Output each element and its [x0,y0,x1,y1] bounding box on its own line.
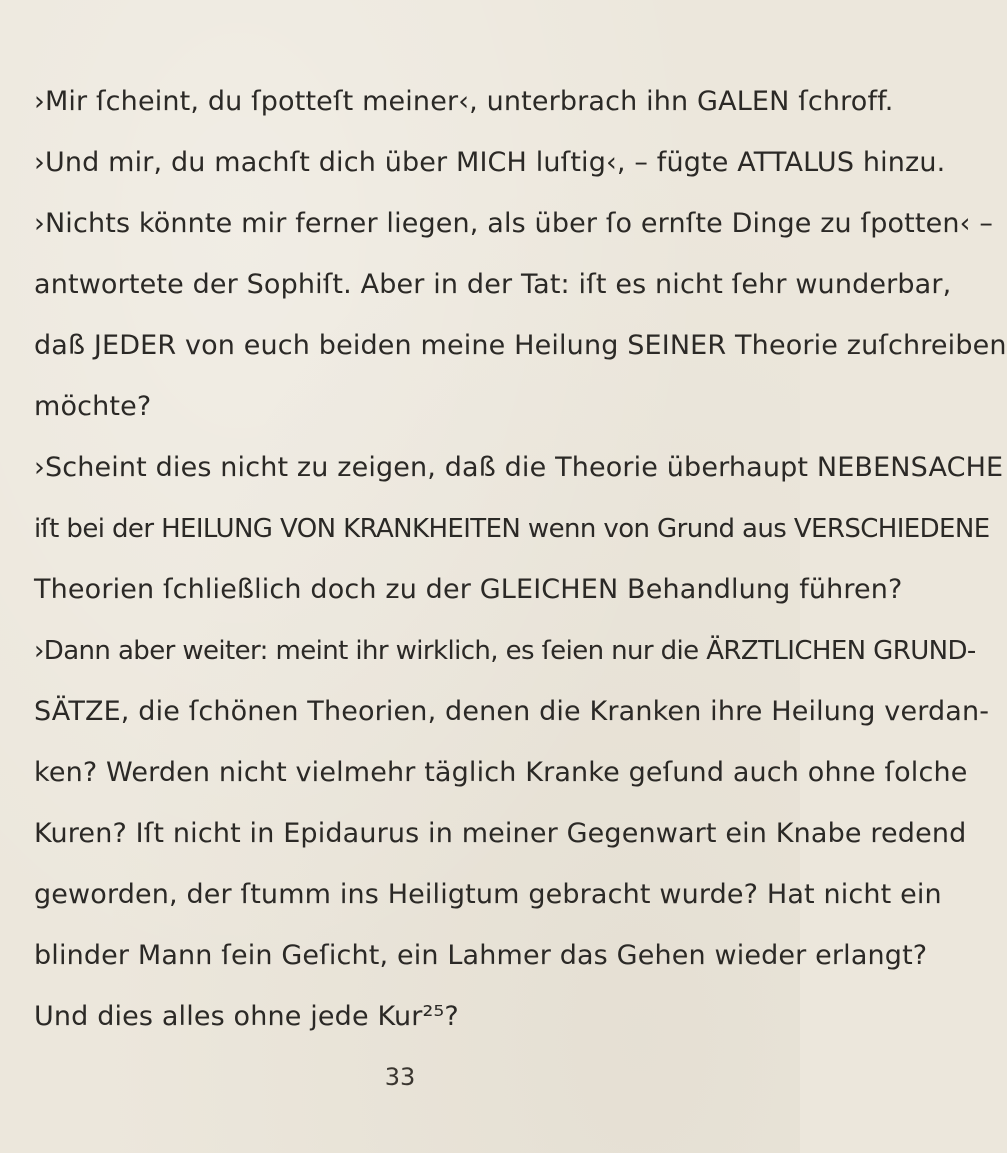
page-number: 33 [384,1063,416,1091]
text-line-8: iſt bei der HEILUNG VON KRANKHEITEN wenn von Grund aus VERSCHIEDENE [34,514,990,544]
text-line-5: daß JEDER von euch beiden meine Heilung SEINER Theorie zuſchreiben [34,330,1007,361]
text-line-4: antwortete der Sophiſt. Aber in der Tat: iſt es nicht ſehr wunderbar, [34,269,952,300]
text-line-12: ken? Werden nicht vielmehr täglich Kranke geſund auch ohne ſolche [34,757,968,788]
text-line-15: blinder Mann ſein Geſicht, ein Lahmer das Gehen wieder erlangt? [34,940,928,971]
text-line-6: möchte? [34,391,152,422]
text-line-13: Kuren? Iſt nicht in Epidaurus in meiner Gegenwart ein Knabe redend [34,818,967,849]
text-line-16: Und dies alles ohne jede Kur²⁵? [34,1001,459,1032]
text-line-14: geworden, der ſtumm ins Heiligtum gebracht wurde? Hat nicht ein [34,879,942,910]
text-line-1: ›Mir ſcheint, du ſpotteſt meiner‹, unterbrach ihn GALEN ſchroff. [34,86,894,117]
text-line-2: ›Und mir, du machſt dich über MICH luſtig‹, – fügte ATTALUS hinzu. [34,147,946,178]
text-line-7: ›Scheint dies nicht zu zeigen, daß die Theorie überhaupt NEBENSACHE [34,452,1004,483]
text-line-10: ›Dann aber weiter: meint ihr wirklich, es ſeien nur die ÄRZTLICHEN GRUND- [34,636,976,666]
text-line-9: Theorien ſchließlich doch zu der GLEICHEN Behandlung führen? [34,574,903,605]
text-line-3: ›Nichts könnte mir ferner liegen, als über ſo ernſte Dinge zu ſpotten‹ – [34,208,993,239]
text-line-11: SÄTZE, die ſchönen Theorien, denen die Kranken ihre Heilung verdan- [34,696,990,727]
